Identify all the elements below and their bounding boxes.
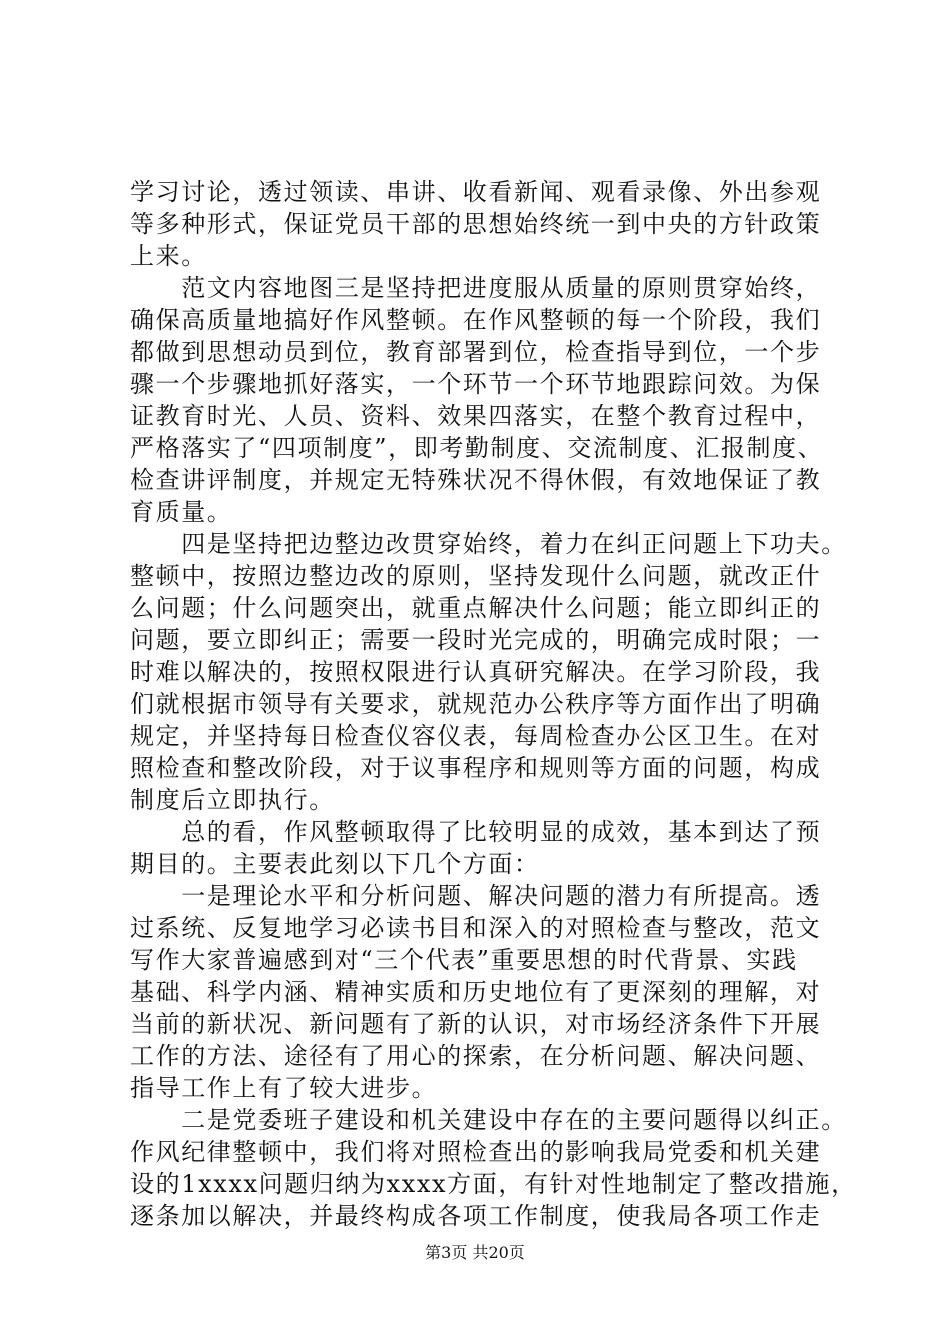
text-line: 照检查和整改阶段，对于议事程序和规则等方面的问题，构成 <box>130 754 822 782</box>
text-line: 范文内容地图三是坚持把进度服从质量的原则贯穿始终， <box>130 274 822 302</box>
text-line: 过系统、反复地学习必读书目和深入的对照检查与整改，范文 <box>130 914 822 942</box>
text-line: 指导工作上有了较大进步。 <box>130 1074 438 1102</box>
text-line: 骤一个步骤地抓好落实，一个环节一个环节地跟踪问效。为保 <box>130 370 822 398</box>
text-line: 逐条加以解决，并最终构成各项工作制度，使我局各项工作走 <box>130 1202 822 1230</box>
text-line: 问题，要立即纠正；需要一段时光完成的，明确完成时限；一 <box>130 626 822 654</box>
text-line: 当前的新状况、新问题有了新的认识，对市场经济条件下开展 <box>130 1010 822 1038</box>
text-line: 规定，并坚持每日检查仪容仪表，每周检查办公区卫生。在对 <box>130 722 822 750</box>
text-line: 等多种形式，保证党员干部的思想始终统一到中央的方针政策 <box>130 210 822 238</box>
text-line: 时难以解决的，按照权限进行认真研究解决。在学习阶段，我 <box>130 658 822 686</box>
page-footer: 第3页 共20页 <box>425 1243 525 1262</box>
text-line: 写作大家普遍感到对“三个代表”重要思想的时代背景、实践 <box>130 946 798 974</box>
text-line: 期目的。主要表此刻以下几个方面： <box>130 850 540 878</box>
text-line: 二是党委班子建设和机关建设中存在的主要问题得以纠正。 <box>130 1106 847 1134</box>
document-body <box>130 176 857 1232</box>
text-line: 么问题；什么问题突出，就重点解决什么问题；能立即纠正的 <box>130 594 822 622</box>
text-line: 育质量。 <box>130 498 233 526</box>
text-line: 严格落实了“四项制度”，即考勤制度、交流制度、汇报制度、 <box>130 434 824 462</box>
text-line: 们就根据市领导有关要求，就规范办公秩序等方面作出了明确 <box>130 690 822 718</box>
text-line: 都做到思想动员到位，教育部署到位，检查指导到位，一个步 <box>130 338 822 366</box>
text-line: 制度后立即执行。 <box>130 786 335 814</box>
text-line: 作风纪律整顿中，我们将对照检查出的影响我局党委和机关建 <box>130 1138 822 1166</box>
text-line: 基础、科学内涵、精神实质和历史地位有了更深刻的理解，对 <box>130 978 822 1006</box>
text-line: 证教育时光、人员、资料、效果四落实，在整个教育过程中， <box>130 402 822 430</box>
text-line: 整顿中，按照边整边改的原则，坚持发现什么问题，就改正什 <box>130 562 822 590</box>
text-line: 一是理论水平和分析问题、解决问题的潜力有所提高。透 <box>130 882 822 910</box>
text-line: 总的看，作风整顿取得了比较明显的成效，基本到达了预 <box>130 818 822 846</box>
text-line: 确保高质量地搞好作风整顿。在作风整顿的每一个阶段，我们 <box>130 306 822 334</box>
text-line: 学习讨论，透过领读、串讲、收看新闻、观看录像、外出参观 <box>130 178 822 206</box>
text-line: 检查讲评制度，并规定无特殊状况不得休假，有效地保证了教 <box>130 466 822 494</box>
text-line: 工作的方法、途径有了用心的探索，在分析问题、解决问题、 <box>130 1042 822 1070</box>
text-line: 上来。 <box>130 242 207 270</box>
text-line: 设的1xxxx问题归纳为xxxx方面，有针对性地制定了整改措施， <box>130 1170 857 1198</box>
text-line: 四是坚持把边整边改贯穿始终，着力在纠正问题上下功夫。 <box>130 530 847 558</box>
